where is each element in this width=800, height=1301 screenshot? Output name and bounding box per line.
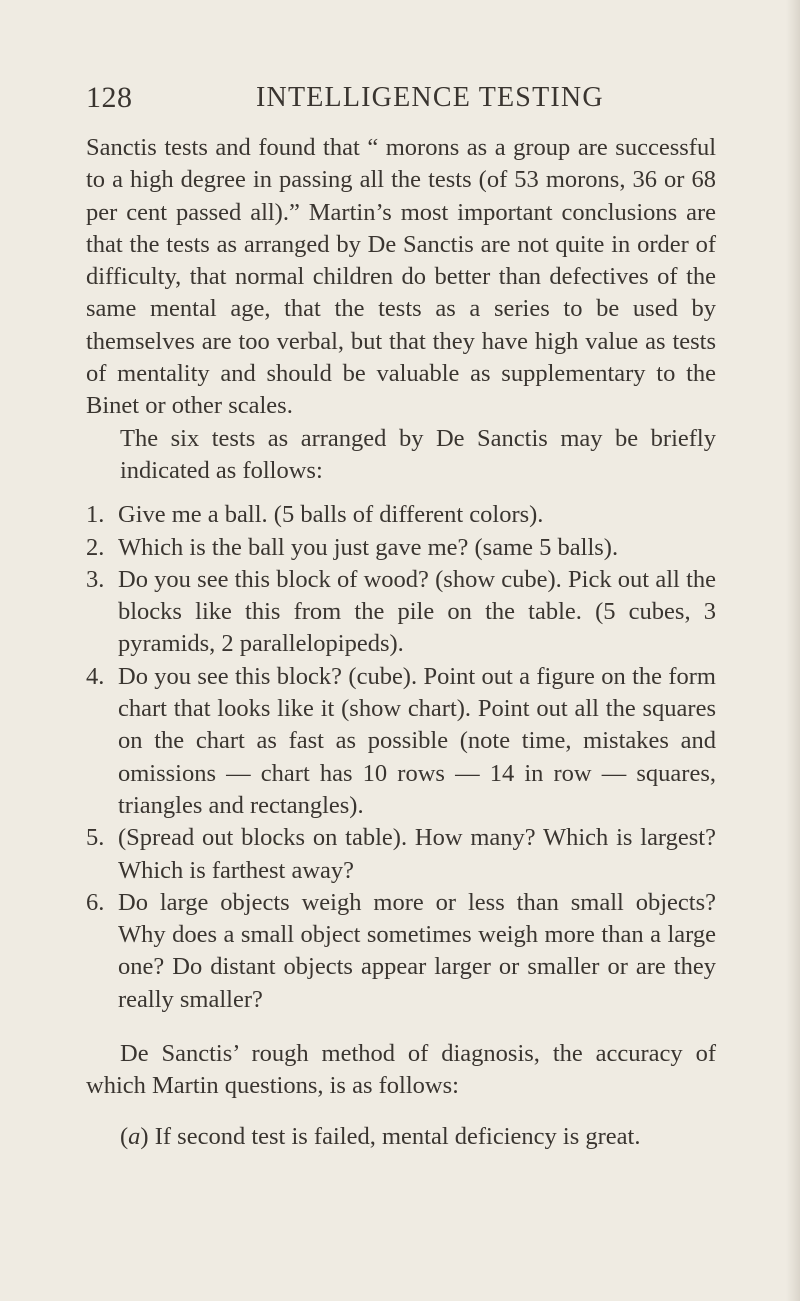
paragraph-1: Sanctis tests and found that “ morons as a group are successful to a high degree in passing all the tests (of 53 morons, 36 or 68 per cent passed all).” Martin’s most important conclusions are that the tests as arranged by De Sanctis are not quite in order of difficulty, that normal children do better than defectives of the same mental age, that the tests as a series to be used by themselves are too verbal, but that they have high value as tests of mentality and should be valuable as supplementary to the Binet or other scales. <box>86 134 716 420</box>
list-item <box>86 564 716 661</box>
header-title: INTELLIGENCE TESTING <box>256 82 604 113</box>
list-item-text: Which is the ball you just gave me? (same 5 balls). <box>118 533 619 561</box>
list-item-text: (Spread out blocks on table). How many? Which is largest? Which is farthest away? <box>118 824 716 884</box>
list-item-number: 6. <box>86 888 105 916</box>
list-item-text: Do large objects weigh more or less than small objects? Why does a small object sometimes weigh more than a large one? Do distant objects appear larger or smaller or are they really smaller? <box>118 888 716 1013</box>
paragraph-2 <box>86 423 716 488</box>
list-item-text: Do you see this block of wood? (show cube). Pick out all the blocks like this from the pile on the table. (5 cubes, 3 pyramids, 2 parallelopipeds). <box>118 565 716 658</box>
test-list <box>86 499 716 1016</box>
list-item-number: 5. <box>86 824 105 852</box>
clause-label: a <box>128 1122 141 1150</box>
list-item <box>86 499 716 531</box>
list-item <box>86 887 716 1016</box>
body-text <box>86 132 716 1153</box>
paragraph-4: (a) If second test is failed, mental deficiency is great. <box>120 1122 641 1150</box>
page-number: 128 <box>86 81 133 114</box>
list-item-number: 4. <box>86 662 105 690</box>
list-item-number: 1. <box>86 501 105 529</box>
list-item-number: 3. <box>86 565 105 593</box>
list-item-number: 2. <box>86 533 105 561</box>
clause-text: If second test is failed, mental deficiency is great. <box>154 1122 641 1150</box>
paragraph-2-text: The six tests as arranged by De Sanctis may be briefly indicated as follows: <box>120 424 716 484</box>
list-item-text: Give me a ball. (5 balls of different colors). <box>118 501 544 529</box>
paragraph-3: De Sanctis’ rough method of diagnosis, the accuracy of which Martin questions, is as follows: <box>86 1040 716 1100</box>
list-item-text: Do you see this block? (cube). Point out a figure on the form chart that looks like it (show chart). Point out all the squares on the chart as fast as possible (note time, mistakes and omissions — chart has 10 rows — 14 in row — squares, triangles and rectangles). <box>118 662 716 819</box>
list-item <box>86 822 716 887</box>
running-head <box>86 76 712 120</box>
list-item <box>86 532 716 564</box>
page-edge-shadow <box>786 0 800 1301</box>
list-item <box>86 661 716 822</box>
